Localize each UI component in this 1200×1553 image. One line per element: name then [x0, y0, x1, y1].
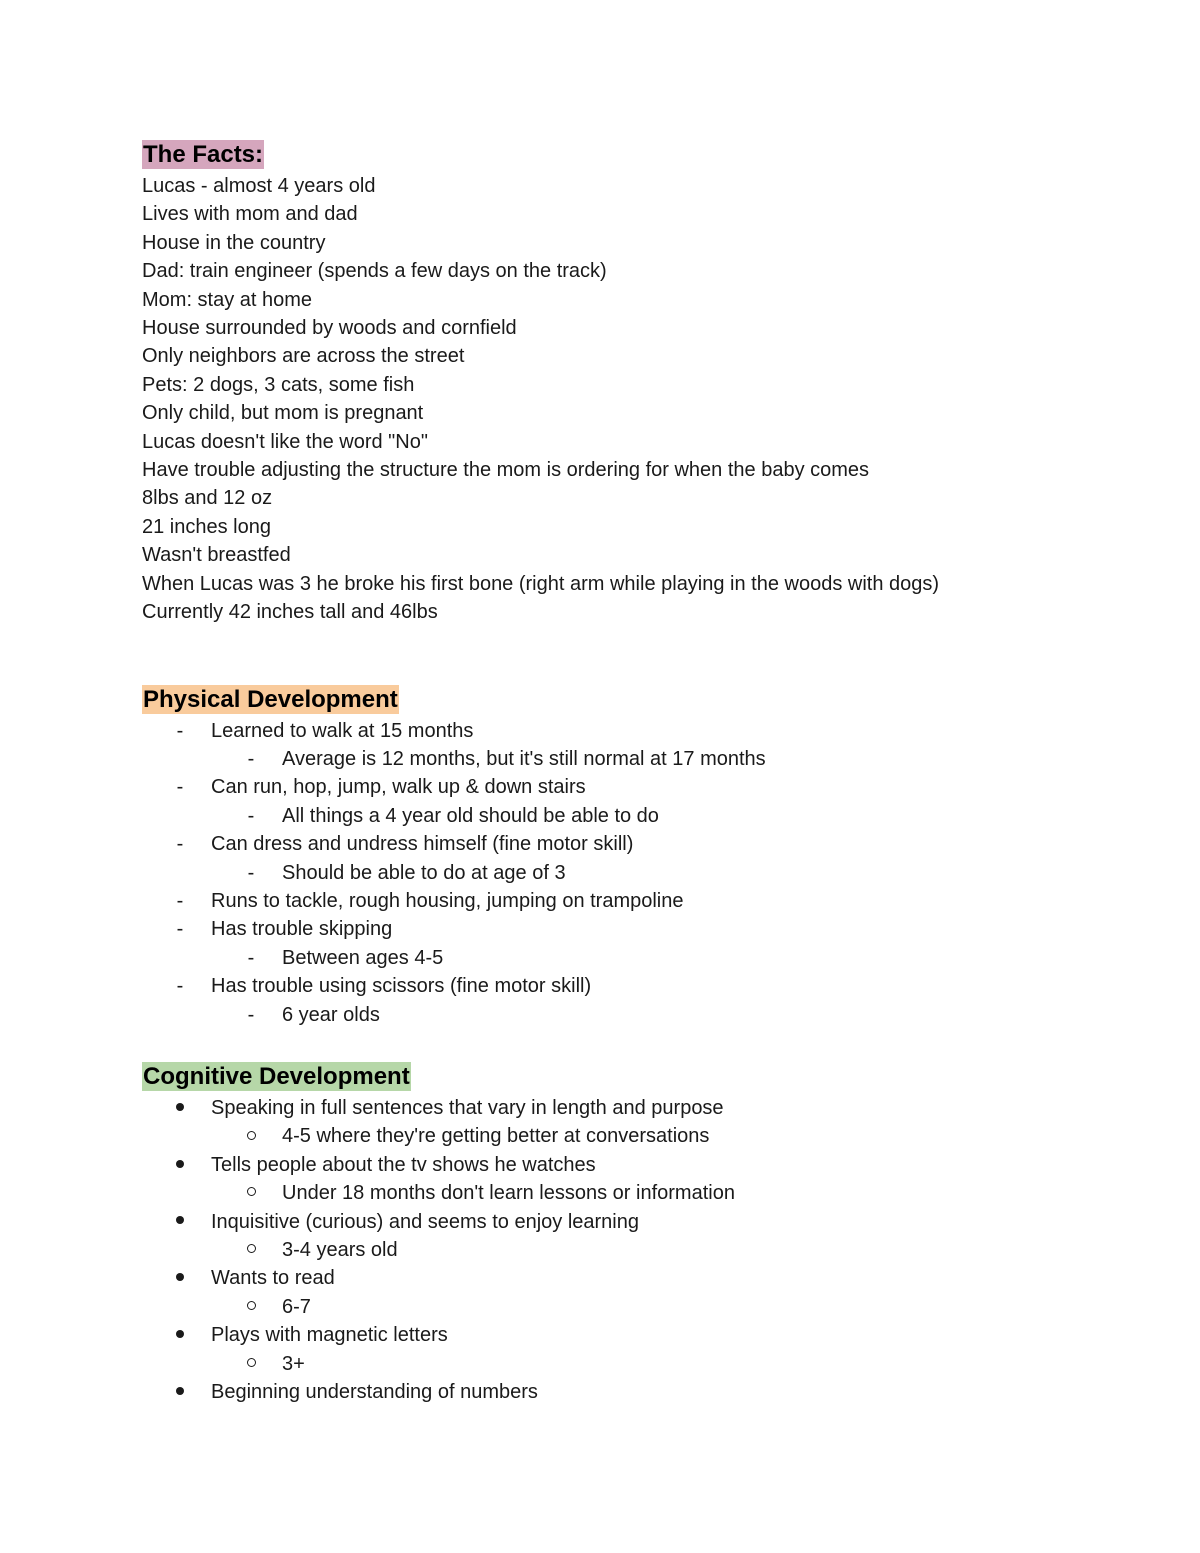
physical-item [142, 887, 1102, 915]
physical-item [142, 972, 1102, 1000]
physical-subitem-text: Between ages 4-5 [282, 946, 444, 969]
dash-marker: - [176, 833, 184, 856]
bullet-circle-icon [241, 1179, 261, 1207]
cognitive-item-text: Inquisitive (curious) and seems to enjoy learning [211, 1210, 639, 1233]
physical-item [142, 717, 1102, 745]
physical-item-text: Can dress and undress himself (fine motor skill) [211, 833, 634, 856]
dash-marker: - [176, 776, 184, 799]
bullet-dot-icon [170, 1094, 190, 1122]
fact-line: Lucas - almost 4 years old [142, 175, 376, 197]
cognitive-subitem [142, 1236, 1102, 1264]
dash-marker: - [176, 975, 184, 998]
fact-line: 21 inches long [142, 515, 271, 538]
cognitive-subitem-text: 4-5 where they're getting better at conversations [282, 1125, 710, 1148]
physical-item-text: Has trouble skipping [211, 918, 393, 941]
fact-line: When Lucas was 3 he broke his first bone (right arm while playing in the woods with dogs) [142, 572, 940, 595]
physical-item [142, 830, 1102, 858]
physical-item-text: Has trouble using scissors (fine motor skill) [211, 975, 592, 998]
physical-item [142, 915, 1102, 943]
fact-line: Dad: train engineer (spends a few days on the track) [142, 260, 607, 283]
dash-marker: - [176, 918, 184, 941]
physical-subitem [142, 944, 1102, 972]
fact-line: House in the country [142, 231, 326, 254]
facts-heading: The Facts: [143, 141, 264, 168]
cognitive-subitem [142, 1350, 1102, 1378]
fact-line: Currently 42 inches tall and 46lbs [142, 601, 438, 624]
fact-line: 8lbs and 12 oz [142, 487, 273, 510]
cognitive-subitem [142, 1122, 1102, 1150]
cognitive-item-text: Speaking in full sentences that vary in length and purpose [211, 1096, 724, 1119]
cognitive-development-list [142, 1094, 1102, 1406]
cognitive-heading-row [142, 1062, 1102, 1094]
bullet-dot-icon [176, 1216, 184, 1224]
bullet-dot-icon [176, 1387, 184, 1395]
cognitive-development-heading: Cognitive Development [143, 1062, 410, 1090]
cognitive-subitem [142, 1293, 1102, 1321]
fact-line: Only child, but mom is pregnant [142, 402, 424, 425]
cognitive-item [142, 1321, 1102, 1349]
fact-line: Lives with mom and dad [142, 203, 358, 226]
dash-marker: - [247, 1003, 255, 1026]
bullet-circle-icon [247, 1358, 256, 1367]
facts-list [142, 172, 1102, 627]
physical-item [142, 773, 1102, 801]
physical-heading-row [142, 685, 1102, 717]
cognitive-item-text: Beginning understanding of numbers [211, 1381, 538, 1404]
physical-item-text: Runs to tackle, rough housing, jumping on trampoline [211, 889, 684, 912]
cognitive-item [142, 1094, 1102, 1122]
cognitive-item-text: Plays with magnetic letters [211, 1324, 448, 1347]
bullet-circle-icon [241, 1350, 261, 1378]
dash-marker: - [247, 861, 255, 884]
cognitive-subitem-text: 6-7 [282, 1295, 311, 1318]
bullet-dot-icon [170, 1208, 190, 1236]
physical-subitem [142, 802, 1102, 830]
bullet-circle-icon [241, 1293, 261, 1321]
fact-line: Mom: stay at home [142, 288, 313, 311]
bullet-circle-icon [247, 1131, 256, 1140]
document-page [142, 140, 1102, 1406]
physical-subitem [142, 1001, 1102, 1029]
physical-development-heading: Physical Development [143, 685, 398, 713]
fact-line: Only neighbors are across the street [142, 345, 465, 368]
dash-marker: - [247, 946, 255, 969]
bullet-dot-icon [176, 1160, 184, 1168]
section-spacer [142, 1029, 1102, 1062]
bullet-circle-icon [241, 1122, 261, 1150]
cognitive-item [142, 1264, 1102, 1292]
bullet-circle-icon [247, 1244, 256, 1253]
physical-subitem [142, 745, 1102, 773]
bullet-dot-icon [170, 1264, 190, 1292]
fact-line: Have trouble adjusting the structure the mom is ordering for when the baby comes [142, 459, 870, 482]
dash-marker: - [247, 747, 255, 770]
physical-subitem [142, 859, 1102, 887]
cognitive-item [142, 1151, 1102, 1179]
bullet-circle-icon [247, 1187, 256, 1196]
bullet-dot-icon [176, 1273, 184, 1281]
cognitive-item-text: Tells people about the tv shows he watches [211, 1153, 596, 1176]
bullet-dot-icon [170, 1151, 190, 1179]
dash-marker: - [176, 889, 184, 912]
physical-subitem-text: 6 year olds [282, 1003, 380, 1026]
section-spacer [142, 627, 1102, 685]
cognitive-subitem-text: 3-4 years old [282, 1239, 398, 1261]
fact-line: Lucas doesn't like the word "No" [142, 430, 428, 453]
cognitive-item-text: Wants to read [211, 1267, 335, 1290]
cognitive-subitem [142, 1179, 1102, 1207]
bullet-dot-icon [176, 1103, 184, 1111]
cognitive-item [142, 1208, 1102, 1236]
physical-item-text: Can run, hop, jump, walk up & down stairs [211, 776, 586, 799]
physical-subitem-text: Should be able to do at age of 3 [282, 861, 566, 884]
physical-subitem-text: All things a 4 year old should be able to do [282, 804, 659, 827]
fact-line: House surrounded by woods and cornfield [142, 317, 517, 340]
facts-heading-row [142, 140, 1102, 172]
physical-subitem-text: Average is 12 months, but it's still normal at 17 months [282, 747, 766, 770]
bullet-circle-icon [241, 1236, 261, 1264]
fact-line: Wasn't breastfed [142, 544, 291, 567]
dash-marker: - [176, 719, 184, 742]
bullet-dot-icon [176, 1330, 184, 1338]
bullet-dot-icon [170, 1378, 190, 1406]
physical-development-list [142, 717, 1102, 1029]
cognitive-item [142, 1378, 1102, 1406]
cognitive-subitem-text: 3+ [282, 1352, 305, 1375]
dash-marker: - [247, 804, 255, 827]
fact-line: Pets: 2 dogs, 3 cats, some fish [142, 373, 415, 396]
bullet-circle-icon [247, 1301, 256, 1310]
bullet-dot-icon [170, 1321, 190, 1349]
physical-item-text: Learned to walk at 15 months [211, 719, 474, 742]
cognitive-subitem-text: Under 18 months don't learn lessons or information [282, 1182, 735, 1205]
